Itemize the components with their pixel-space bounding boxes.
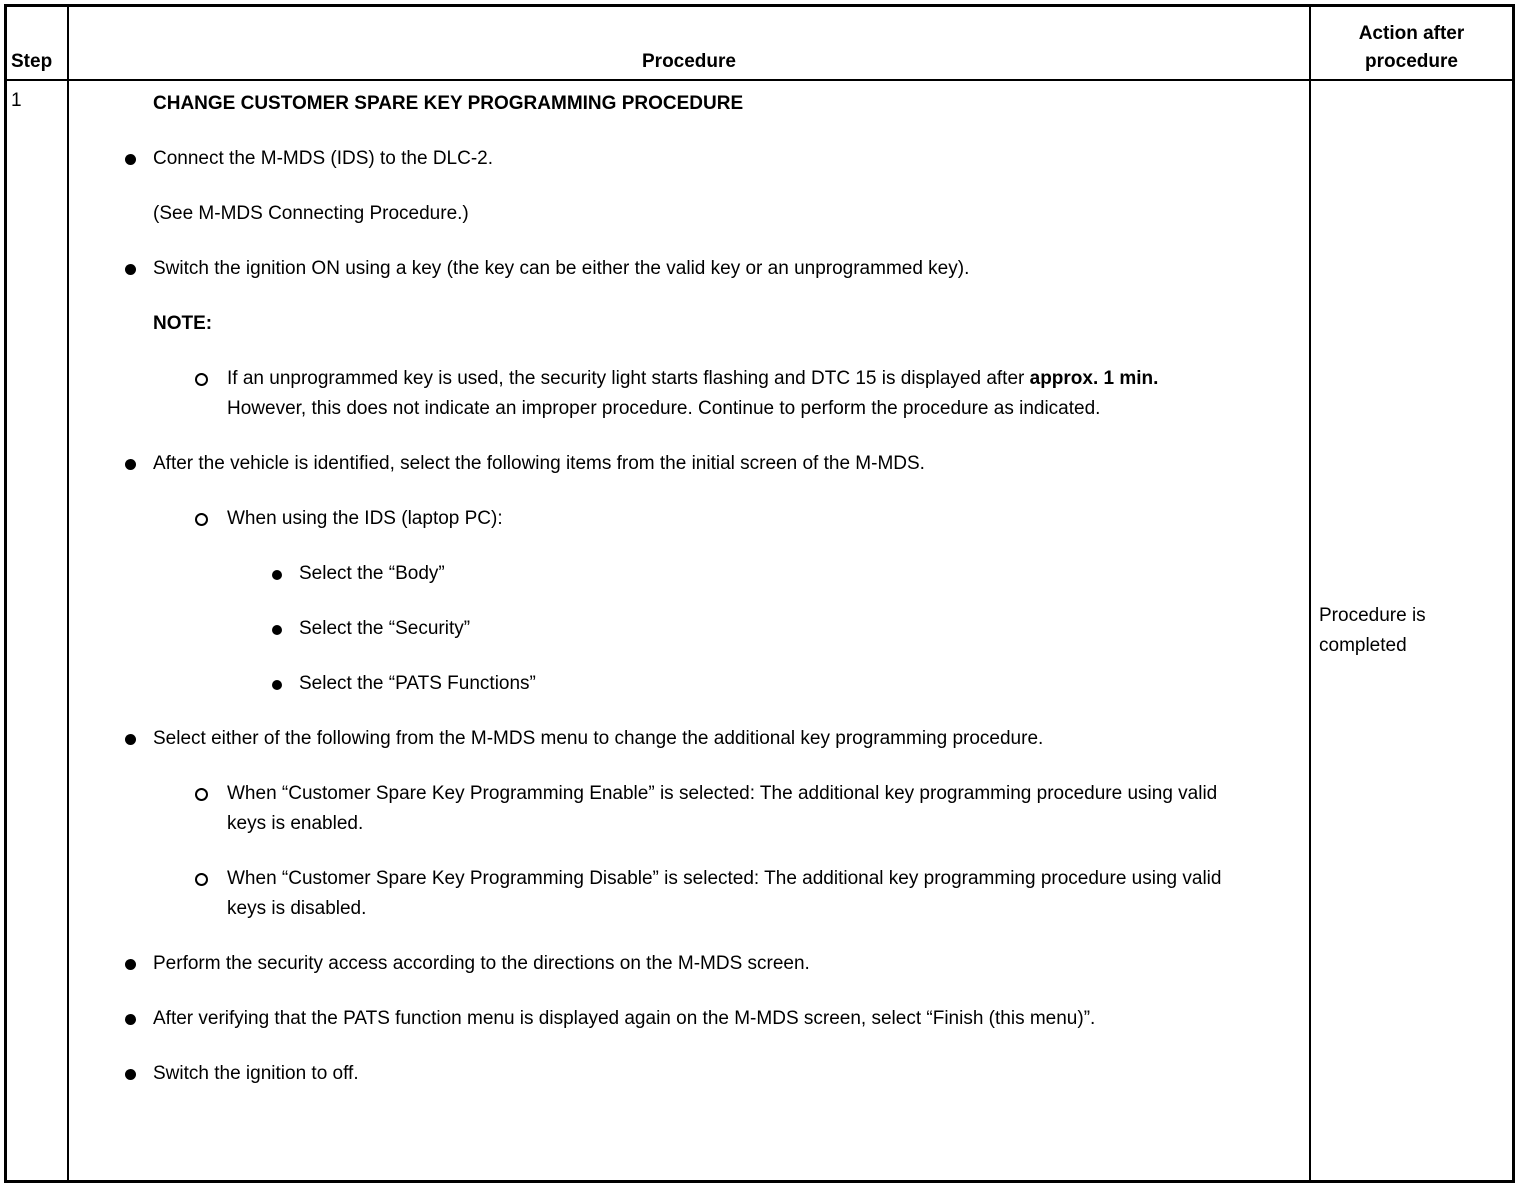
- list-item: [69, 724, 1233, 754]
- procedure-title: CHANGE CUSTOMER SPARE KEY PROGRAMMING PROCEDURE: [153, 93, 744, 114]
- open-bullet-icon: [195, 873, 208, 886]
- list-item: [69, 559, 1233, 589]
- filled-bullet-icon: [125, 264, 136, 275]
- list-item: [69, 1004, 1233, 1034]
- procedure-cell: [69, 81, 1311, 1180]
- filled-bullet-icon: [272, 625, 282, 635]
- text-segment: However, this does not indicate an improper procedure. Continue to perform the procedure as indicated.: [227, 398, 1101, 419]
- action-text: Procedure is completed: [1319, 604, 1426, 656]
- text-segment: If an unprogrammed key is used, the security light starts flashing and DTC 15 is displayed after: [227, 368, 1030, 389]
- open-bullet-icon: [195, 513, 208, 526]
- filled-bullet-icon: [125, 1069, 136, 1080]
- action-after-procedure-cell: [1311, 81, 1512, 1180]
- filled-bullet-icon: [272, 680, 282, 690]
- filled-bullet-icon: [125, 959, 136, 970]
- list-item-text: After the vehicle is identified, select the following items from the initial screen of the M-MDS.: [153, 453, 925, 474]
- list-item: [69, 669, 1233, 699]
- open-bullet-icon: [195, 373, 208, 386]
- open-bullet-icon: [195, 788, 208, 801]
- list-item-text: Select the “Body”: [299, 563, 445, 584]
- list-item-text: Select the “PATS Functions”: [299, 673, 536, 694]
- procedure-table: [7, 7, 1512, 1180]
- list-item: [69, 864, 1233, 924]
- list-item: [69, 144, 1233, 174]
- continuation-text: (See M-MDS Connecting Procedure.): [153, 203, 469, 224]
- column-header-step: Step: [7, 7, 69, 81]
- list-item-text: Select the “Security”: [299, 618, 471, 639]
- list-item: [69, 1059, 1233, 1089]
- list-item-text: When “Customer Spare Key Programming Disable” is selected: The additional key programming procedure using valid keys is disabled.: [227, 868, 1222, 919]
- column-header-action-after-procedure: Action after procedure: [1311, 7, 1512, 81]
- list-item-text: Switch the ignition to off.: [153, 1063, 359, 1084]
- column-header-procedure: Procedure: [69, 7, 1311, 81]
- bold-text-segment: approx. 1 min.: [1029, 368, 1159, 389]
- list-item-text: [227, 368, 1158, 419]
- service-manual-page: [4, 4, 1515, 1183]
- list-item: [69, 254, 1233, 284]
- step-number-cell: 1: [7, 81, 69, 1180]
- filled-bullet-icon: [125, 1014, 136, 1025]
- list-item: [69, 949, 1233, 979]
- list-item-text: After verifying that the PATS function menu is displayed again on the M-MDS screen, select “Finish (this menu)”.: [153, 1008, 1096, 1029]
- list-item: [69, 779, 1233, 839]
- list-item-text: Switch the ignition ON using a key (the key can be either the valid key or an unprogrammed key).: [153, 258, 970, 279]
- filled-bullet-icon: [125, 459, 136, 470]
- list-item: [69, 449, 1233, 479]
- list-item: [69, 614, 1233, 644]
- list-item: [69, 364, 1233, 424]
- filled-bullet-icon: [272, 570, 282, 580]
- list-item: [69, 504, 1233, 534]
- note-label: NOTE:: [153, 313, 213, 334]
- list-item-text: Connect the M-MDS (IDS) to the DLC-2.: [153, 148, 493, 169]
- filled-bullet-icon: [125, 734, 136, 745]
- list-item-text: Select either of the following from the M-MDS menu to change the additional key programming procedure.: [153, 728, 1044, 749]
- list-item-text: When using the IDS (laptop PC):: [227, 508, 503, 529]
- filled-bullet-icon: [125, 154, 136, 165]
- list-item-text: When “Customer Spare Key Programming Enable” is selected: The additional key programming procedure using valid keys is enabled.: [227, 783, 1218, 834]
- list-item-text: Perform the security access according to the directions on the M-MDS screen.: [153, 953, 810, 974]
